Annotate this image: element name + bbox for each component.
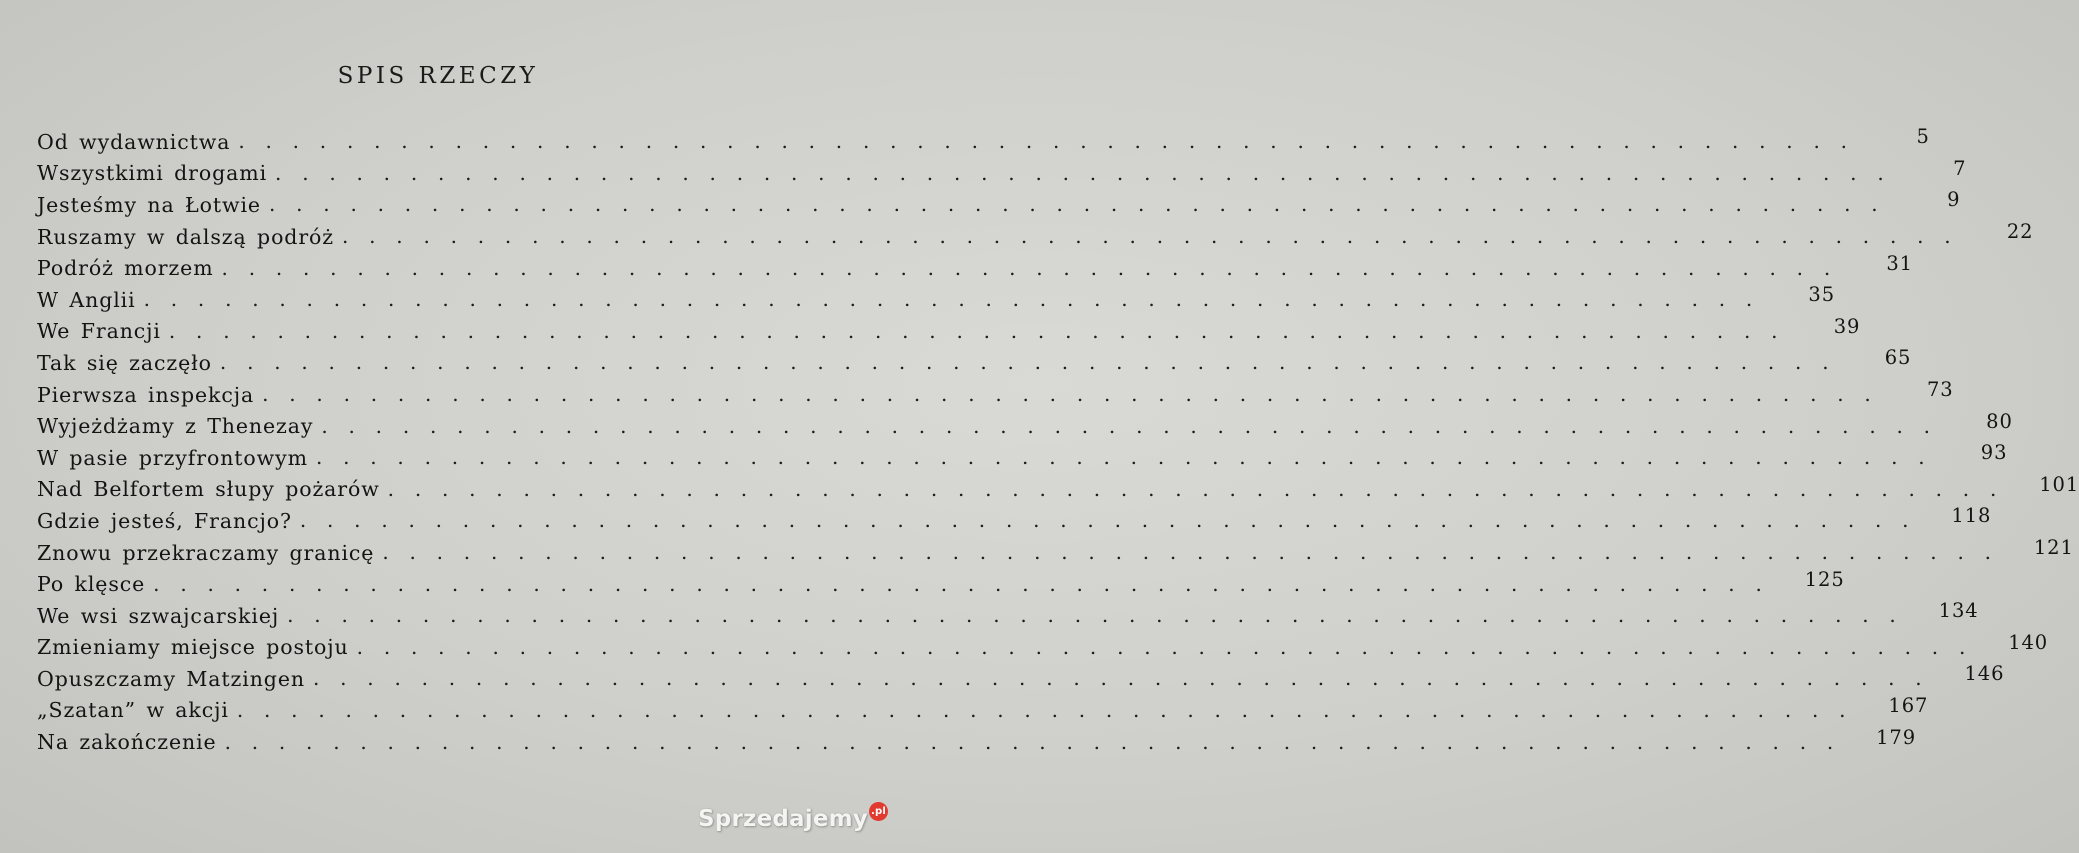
toc-entry-page-number: 31: [1886, 251, 1913, 275]
toc-entry-page-number: 121: [2033, 536, 2074, 560]
toc-entry-page-number: 140: [2008, 630, 2049, 654]
toc-entry: [37, 156, 1967, 190]
dot-leader: ............................................................: [299, 508, 1930, 533]
dot-leader: ............................................................: [312, 666, 1943, 691]
toc-entry: [37, 441, 2008, 474]
toc-entry-page-number: 134: [1938, 599, 1979, 623]
toc-entry: [37, 536, 2074, 569]
page-title: SPIS RZECZY: [337, 63, 539, 89]
toc-entry: [37, 283, 1836, 316]
toc-entry-page-number: 39: [1833, 314, 1861, 338]
toc-entry-title: Od wydawnictwa: [37, 129, 231, 154]
toc-entry-page-number: 73: [1926, 378, 1954, 402]
toc-entry: [37, 630, 2049, 664]
toc-entry: [37, 346, 1912, 379]
toc-entry-title: We wsi szwajcarskiej: [37, 603, 280, 628]
dot-leader: ............................................................: [382, 540, 2012, 565]
toc-entry: [37, 220, 2034, 253]
toc-entry-title: Ruszamy w dalszą podróż: [37, 224, 334, 249]
dot-leader: ............................................................: [238, 129, 1868, 154]
toc-entry-page-number: 65: [1884, 346, 1912, 370]
toc-entry-title: Pierwsza inspekcja: [37, 382, 255, 407]
dot-leader: ............................................................: [356, 634, 1987, 659]
toc-entry: [37, 409, 2013, 442]
toc-entry-title: Jesteśmy na Łotwie: [37, 192, 261, 217]
dot-leader: ............................................................: [219, 350, 1850, 375]
toc-entry-page-number: 167: [1888, 693, 1929, 717]
dot-leader: ............................................................: [168, 318, 1799, 343]
watermark-badge: .pl: [869, 802, 888, 821]
toc-entry: [37, 504, 1992, 537]
toc-entry: [37, 725, 1917, 758]
toc-entry-title: Opuszczamy Matzingen: [37, 666, 305, 691]
dot-leader: ............................................................: [341, 224, 1972, 249]
toc-entry-page-number: 7: [1953, 156, 1967, 180]
toc-entry: [37, 188, 1961, 221]
toc-entry-title: We Francji: [37, 319, 161, 344]
toc-entry-title: Nad Belfortem słupy pożarów: [37, 477, 380, 502]
toc-entry: [37, 693, 1929, 727]
dot-leader: ............................................................: [315, 445, 1946, 470]
toc-entry: [37, 314, 1861, 348]
dot-leader: ............................................................: [236, 697, 1867, 722]
toc-entry-page-number: 35: [1808, 283, 1836, 307]
dot-leader: ............................................................: [143, 287, 1774, 312]
toc-entry-title: Po klęsce: [37, 572, 146, 597]
toc-entry-page-number: 80: [1986, 409, 2013, 433]
dot-leader: ............................................................: [287, 603, 1917, 628]
toc-entry-page-number: 9: [1947, 188, 1961, 212]
toc-entry-page-number: 179: [1876, 725, 1917, 749]
dot-leader: ............................................................: [153, 571, 1783, 596]
dot-leader: ............................................................: [387, 476, 2018, 501]
toc-entry: [37, 662, 2005, 695]
toc-entry: [37, 567, 1845, 600]
toc-entry-title: Na zakończenie: [37, 730, 217, 755]
toc-entry: [37, 251, 1913, 284]
toc-entry-title: Zmieniamy miejsce postoju: [37, 635, 349, 660]
toc-entry-page-number: 118: [1951, 504, 1992, 528]
toc-entry-title: Wszystkimi drogami: [37, 161, 268, 186]
toc-entry: [37, 599, 1979, 632]
toc-entry-page-number: 101: [2039, 472, 2079, 496]
dot-leader: ............................................................: [221, 255, 1851, 280]
toc-entry-page-number: 125: [1804, 567, 1845, 591]
toc-entry-title: W pasie przyfrontowym: [37, 445, 308, 470]
toc-entry-title: Gdzie jesteś, Francjo?: [37, 508, 292, 533]
watermark-logo: [698, 806, 888, 832]
toc-entry: [37, 125, 1930, 158]
table-of-contents: [37, 125, 2079, 758]
toc-entry: [37, 472, 2079, 506]
toc-entry-title: „Szatan” w akcji: [37, 698, 229, 723]
toc-entry-title: W Anglii: [37, 287, 136, 312]
dot-leader: ............................................................: [275, 160, 1905, 185]
toc-entry-page-number: 5: [1916, 125, 1930, 149]
toc-entry: [37, 378, 1954, 411]
dot-leader: ............................................................: [321, 413, 1951, 438]
toc-entry-title: Znowu przekraczamy granicę: [37, 540, 375, 565]
dot-leader: ............................................................: [224, 729, 1855, 754]
toc-entry-page-number: 22: [2006, 220, 2034, 244]
toc-entry-title: Podróż morzem: [37, 256, 214, 281]
toc-entry-title: Tak się zaczęło: [37, 350, 212, 375]
toc-entry-page-number: 93: [1980, 441, 2008, 465]
watermark-text: Sprzedajemy: [698, 806, 868, 832]
dot-leader: ............................................................: [268, 192, 1899, 217]
toc-entry-title: Wyjeżdżamy z Thenezay: [37, 414, 314, 439]
toc-entry-page-number: 146: [1964, 662, 2005, 686]
dot-leader: ............................................................: [262, 382, 1892, 407]
